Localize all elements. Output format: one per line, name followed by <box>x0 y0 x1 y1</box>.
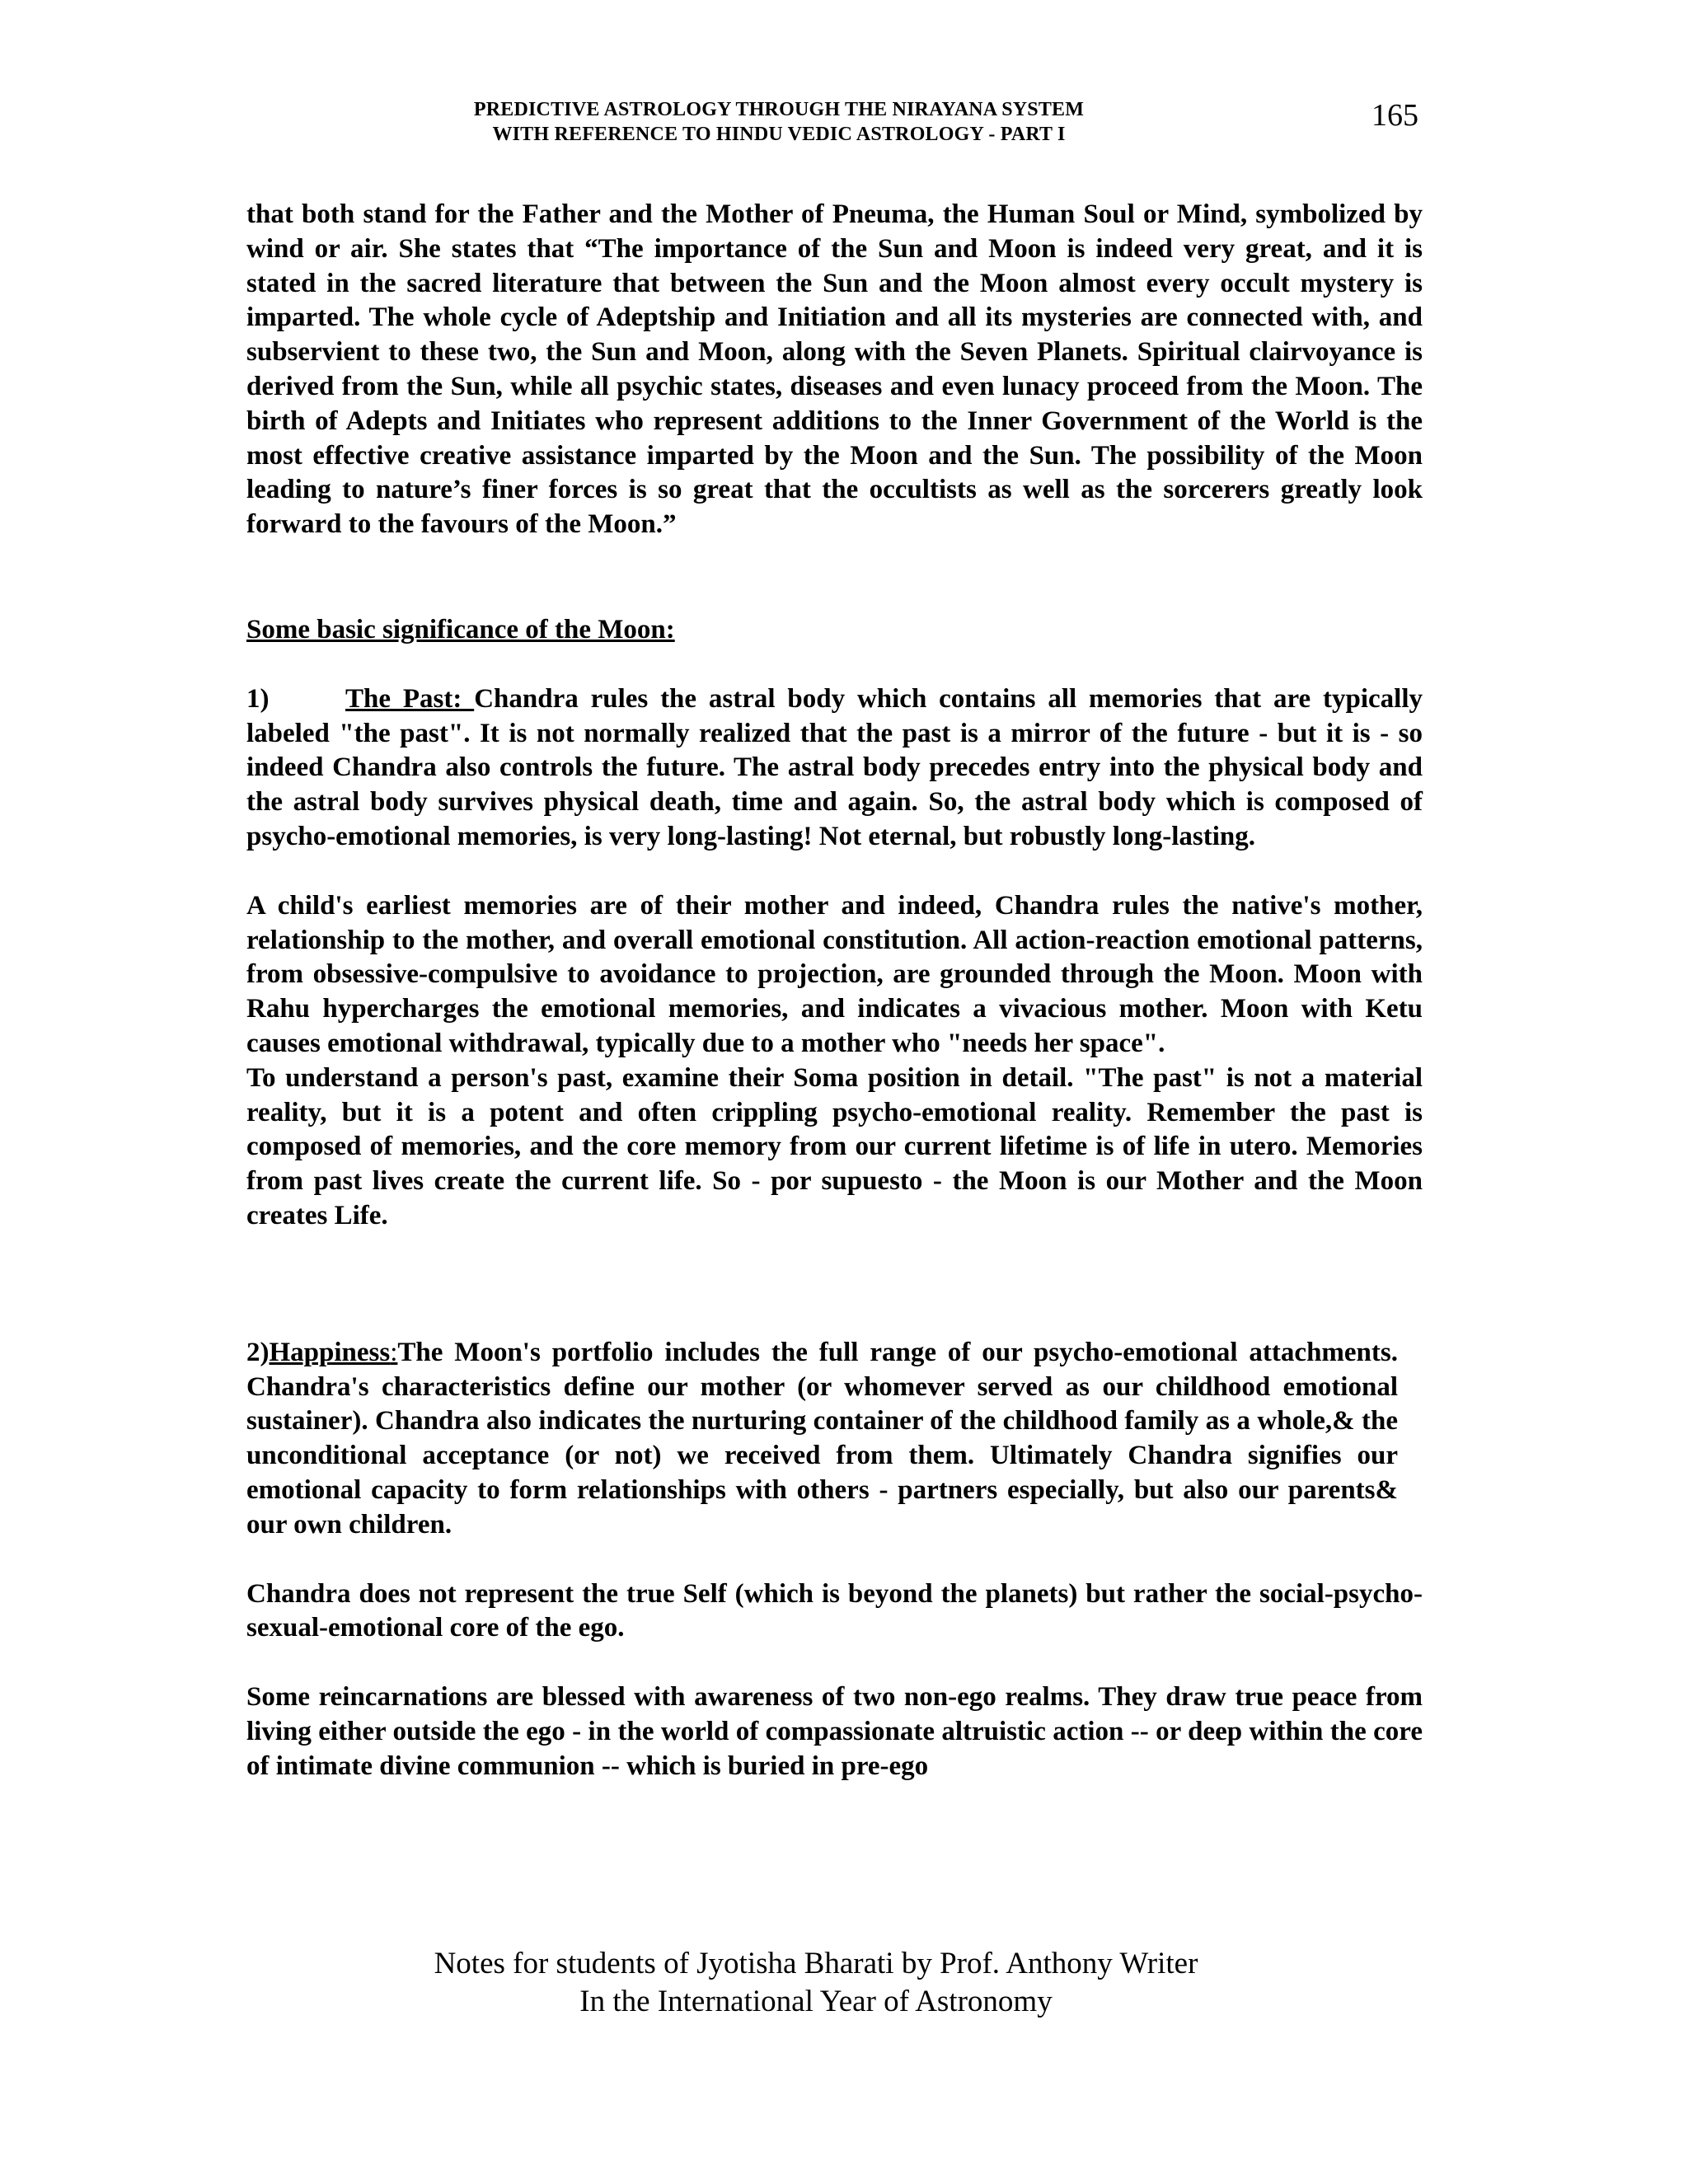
paragraph-child-memories: A child's earliest memories are of their mother and indeed, Chandra rules the native's mother, relationship to the mother, and overall emotional constitution. All action-reaction emotional patterns, from obsessive-compulsive to avoidance to projection, are grounded through the Moon. Moon with Rahu hypercharges the emotional memories, and indicates a vivacious mother. Moon with Ketu causes emotional withdrawal, typically due to a mother who "needs her space". <box>246 890 1423 1058</box>
list-item-happiness <box>246 1336 1398 1543</box>
footer-line-1: Notes for students of Jyotisha Bharati by Prof. Anthony Writer <box>434 1947 1198 1980</box>
paragraph-understand-past: To understand a person's past, examine their Soma position in detail. "The past" is not a material reality, but it is a potent and often crippling psycho-emotional reality. Remember the past is composed of memories, and the core memory from our current lifetime is of life in utero. Memories from past lives create the current life. So - por supuesto - the Moon is our Mother and the Moon creates Life. <box>246 1062 1423 1230</box>
list-item-number: 2) <box>246 1337 270 1367</box>
list-item-title: The Past: <box>345 683 475 714</box>
list-item-past <box>246 682 1423 855</box>
list-item-title: Happiness <box>269 1337 391 1367</box>
paragraph-reincarnations: Some reincarnations are blessed with awareness of two non-ego realms. They draw true peace from living either outside the ego - in the world of compassionate altruistic action -- or deep within the core of intimate divine communion -- which is buried in pre-ego <box>246 1682 1423 1781</box>
paragraph-true-self: Chandra does not represent the true Self (which is beyond the planets) but rather the social-psycho-sexual-emotional core of the ego. <box>246 1578 1423 1643</box>
running-header-line-1: PREDICTIVE ASTROLOGY THROUGH THE NIRAYANA SYSTEM <box>473 99 1085 120</box>
running-header-line-2: WITH REFERENCE TO HINDU VEDIC ASTROLOGY - PART I <box>492 124 1066 145</box>
list-item-colon: : <box>390 1337 398 1367</box>
footer-line-2: In the International Year of Astronomy <box>579 1985 1053 2018</box>
list-item-number: 1) <box>246 683 270 714</box>
list-item-text: The Moon's portfolio includes the full range of our psycho-emotional attachments. Chandra's characteristics define our mother (or whomever served as our childhood emotional sustainer). Chandra also indicates the nurturing container of the childhood family as a whole,& the unconditional acceptance (or not) we received from them. Ultimately Chandra signifies our emotional capacity to form relationships with others - partners especially, but also our parents& our own children. <box>246 1337 1398 1540</box>
body-text <box>246 198 1423 1783</box>
running-header <box>412 97 1146 147</box>
intro-paragraph: that both stand for the Father and the Mother of Pneuma, the Human Soul or Mind, symbolized by wind or air. She states that “The importance of the Sun and Moon is indeed very great, and it is stated in the sacred literature that between the Sun and the Moon almost every occult mystery is imparted. The whole cycle of Adeptship and Initiation and all its mysteries are connected with, and subservient to these two, the Sun and Moon, along with the Seven Planets. Spiritual clairvoyance is derived from the Sun, while all psychic states, diseases and even lunacy proceed from the Moon. The birth of Adepts and Initiates who represent additions to the Inner Government of the World is the most effective creative assistance imparted by the Moon and the Sun. The possibility of the Moon leading to nature’s finer forces is so great that the occultists as well as the sorcerers greatly look forward to the favours of the Moon.” <box>246 199 1423 540</box>
list-item-text: Chandra rules the astral body which contains all memories that are typically labeled "the past". It is not normally realized that the past is a mirror of the future - but it is - so indeed Chandra also controls the future. The astral body precedes entry into the physical body and the astral body survives physical death, time and again. So, the astral body which is composed of psycho-emotional memories, is very long-lasting! Not eternal, but robustly long-lasting. <box>246 683 1423 851</box>
section-heading-text: Some basic significance of the Moon: <box>246 614 675 644</box>
page-number: 165 <box>1372 98 1418 133</box>
page-footer <box>247 1945 1385 2021</box>
section-heading <box>246 613 1423 648</box>
